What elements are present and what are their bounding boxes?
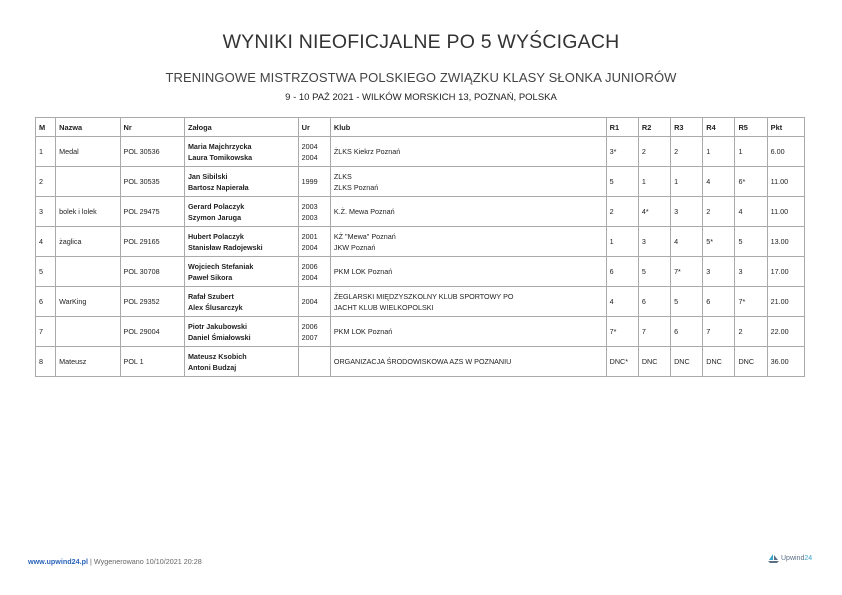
race-score: 6 [706,297,711,306]
race-score-cell [671,197,703,227]
table-row [36,287,805,317]
column-header: Nr [120,118,184,137]
race-score-cell [671,287,703,317]
birth-year: 2004 [301,141,318,151]
position-cell [36,257,56,287]
birth-year: 2004 [301,272,318,282]
race-score: 5* [706,237,714,246]
race-score: 5 [609,177,614,186]
race-score: 7 [706,327,711,336]
crew-cell [184,317,298,347]
column-header: R1 [606,118,638,137]
total-points: 21.00 [770,297,789,306]
club-name: ŻLKS Kiekrz Poznań [333,147,401,156]
table-row [36,317,805,347]
sail-number-cell [120,137,184,167]
results-table [35,117,805,377]
boat-name-cell [56,137,120,167]
race-score: 2 [706,207,711,216]
race-score: 7 [641,327,646,336]
race-score-cell [638,347,670,377]
points-cell [767,197,804,227]
column-header: Załoga [184,118,298,137]
race-score-cell [638,167,670,197]
points-cell [767,257,804,287]
race-score-cell [671,167,703,197]
position-cell [36,137,56,167]
race-score: 7* [674,267,681,276]
sail-number-cell [120,227,184,257]
crew-member: Maria Majchrzycka [187,141,252,151]
club-name: ZLKS [333,171,352,181]
sail-number: POL 29004 [123,327,160,336]
sail-number-cell [120,287,184,317]
crew-member: Wojciech Stefaniak [187,261,254,271]
crew-member: Bartosz Napierała [187,182,249,192]
race-score: 1 [609,237,614,246]
position-cell [36,197,56,227]
sail-number: POL 30536 [123,147,160,156]
race-score: 3 [674,207,679,216]
race-score: 4 [674,237,679,246]
crew-member: Laura Tomikowska [187,152,253,162]
crew-cell [184,227,298,257]
club-name: ŻEGLARSKI MIĘDZYSZKOLNY KLUB SPORTOWY PO [333,291,514,301]
race-score-cell [606,317,638,347]
position: 5 [39,267,43,276]
race-score-cell [638,137,670,167]
boat-name: bolek i lolek [59,207,97,216]
race-score-cell [606,137,638,167]
crew-member: Stanisław Radojewski [187,242,263,252]
race-score-cell [671,317,703,347]
race-score: 3 [706,267,711,276]
race-score: 6 [609,267,614,276]
event-name: TRENINGOWE MISTRZOSTWA POLSKIEGO ZWIĄZKU KLASY SŁONKA JUNIORÓW [165,70,677,85]
race-score-cell [606,257,638,287]
race-score: 3* [609,147,617,156]
race-score: 2 [674,147,679,156]
footer-site-link[interactable]: www.upwind24.pl [28,557,89,566]
sail-number: POL 29352 [123,297,160,306]
race-score-cell [735,137,767,167]
table-row [36,137,805,167]
table-row [36,227,805,257]
points-cell [767,287,804,317]
sail-number: POL 30708 [123,267,160,276]
total-points: 36.00 [770,357,789,366]
crew-member: Gerard Polaczyk [187,201,245,211]
crew-member: Rafał Szubert [187,291,234,301]
column-header: Pkt [767,118,804,137]
race-score: 6 [641,297,646,306]
race-score-cell [606,227,638,257]
race-score-cell [703,197,735,227]
race-score-cell [703,167,735,197]
club-name: KŻ "Mewa" Poznań [333,231,396,241]
club-cell [330,167,606,197]
race-score-cell [606,347,638,377]
upwind-logo [768,554,812,563]
table-row [36,197,805,227]
position: 7 [39,327,43,336]
crew-cell [184,287,298,317]
crew-member: Paweł Sikora [187,272,233,282]
column-header: R3 [671,118,703,137]
race-score-cell [638,317,670,347]
club-cell [330,317,606,347]
page-title: WYNIKI NIEOFICJALNE PO 5 WYŚCIGACH [222,31,620,53]
boat-name-cell [56,287,120,317]
column-header: R4 [703,118,735,137]
club-name: K.Ż. Mewa Poznań [333,207,395,216]
race-score-cell [606,197,638,227]
logo-text: Upwind [781,555,805,562]
race-score-cell [703,317,735,347]
race-score: 5 [641,267,646,276]
points-cell [767,137,804,167]
crew-member: Mateusz Ksobich [187,351,247,361]
crew-member: Szymon Jaruga [187,212,242,222]
total-points: 22.00 [770,327,789,336]
race-score-cell [703,257,735,287]
race-score-cell [638,197,670,227]
race-score-cell [671,227,703,257]
crew-cell [184,347,298,377]
club-cell [330,257,606,287]
race-score: 6 [674,327,679,336]
event-dates-location: 9 - 10 PAŹ 2021 - WILKÓW MORSKICH 13, POZNAŃ, POLSKA [285,92,557,103]
race-score: 3 [641,237,646,246]
crew-cell [184,137,298,167]
crew-member: Jan Sibilski [187,171,228,181]
race-score-cell [735,197,767,227]
race-score: 2 [641,147,646,156]
race-score: 3 [738,267,743,276]
footer-generated-text: | Wygenerowano 10/10/2021 20:28 [88,557,202,566]
crew-member: Antoni Budzaj [187,362,237,372]
crew-cell [184,167,298,197]
sail-number-cell [120,347,184,377]
birth-year-cell [298,167,330,197]
race-score: 6* [738,177,746,186]
race-score-cell [671,257,703,287]
crew-member: Hubert Polaczyk [187,231,244,241]
birth-year-cell [298,287,330,317]
boat-name-cell [56,197,120,227]
crew-member: Daniel Śmiałowski [187,332,251,342]
sail-number-cell [120,167,184,197]
race-score: 1 [738,147,743,156]
birth-year-cell [298,137,330,167]
birth-year-cell [298,197,330,227]
position: 1 [39,147,43,156]
sail-number: POL 29165 [123,237,160,246]
sail-number: POL 1 [123,357,144,366]
column-header: Ur [298,118,330,137]
club-name: JACHT KLUB WIELKOPOLSKI [333,302,434,312]
position: 8 [39,357,43,366]
position-cell [36,227,56,257]
race-score: 7* [738,297,746,306]
column-header: Klub [330,118,606,137]
race-score: 2 [738,327,743,336]
race-score: 5 [674,297,679,306]
boat-name: Mateusz [59,357,87,366]
race-score-cell [735,167,767,197]
race-score: 4 [738,207,743,216]
sail-number-cell [120,317,184,347]
crew-cell [184,197,298,227]
race-score: DNC [706,357,722,366]
birth-year: 2004 [301,152,318,162]
points-cell [767,317,804,347]
total-points: 11.00 [770,177,789,186]
club-name: ORGANIZACJA ŚRODOWISKOWA AZS W POZNANIU [333,357,512,366]
boat-name-cell [56,257,120,287]
sail-number: POL 29475 [123,207,160,216]
race-score: 4 [706,177,711,186]
club-name: JKW Poznań [333,242,376,252]
boat-name: WarKing [59,297,87,306]
logo-suffix: 24 [804,555,813,562]
club-cell [330,227,606,257]
race-score: 5 [738,237,743,246]
birth-year: 2007 [301,332,318,342]
points-cell [767,167,804,197]
race-score: 1 [674,177,679,186]
birth-year-cell [298,227,330,257]
club-name: ZLKS Poznań [333,182,379,192]
race-score: DNC* [609,357,629,366]
race-score: 4 [609,297,614,306]
birth-year: 2003 [301,212,318,222]
crew-cell [184,257,298,287]
club-cell [330,197,606,227]
footer [28,557,202,566]
race-score-cell [606,167,638,197]
points-cell [767,227,804,257]
table-row [36,347,805,377]
birth-year: 2006 [301,261,318,271]
race-score-cell [606,287,638,317]
table-header-row [36,118,805,137]
birth-year-cell [298,317,330,347]
club-cell [330,287,606,317]
table-row [36,257,805,287]
race-score-cell [638,257,670,287]
sail-number-cell [120,197,184,227]
race-score: 2 [609,207,614,216]
column-header: Nazwa [56,118,120,137]
total-points: 11.00 [770,207,789,216]
race-score-cell [735,317,767,347]
crew-member: Alex Ślusarczyk [187,302,243,312]
position: 3 [39,207,43,216]
race-score: 1 [706,147,711,156]
total-points: 6.00 [770,147,785,156]
position: 4 [39,237,43,246]
crew-member: Piotr Jakubowski [187,321,248,331]
birth-year: 2006 [301,321,318,331]
birth-year-cell [298,257,330,287]
race-score-cell [638,227,670,257]
race-score-cell [703,227,735,257]
total-points: 17.00 [770,267,789,276]
race-score-cell [735,287,767,317]
birth-year: 2001 [301,231,318,241]
race-score-cell [735,347,767,377]
position-cell [36,167,56,197]
race-score: 4* [641,207,649,216]
race-score-cell [735,257,767,287]
boat-name-cell [56,347,120,377]
birth-year: 1999 [301,177,318,186]
position-cell [36,287,56,317]
boat-name-cell [56,227,120,257]
race-score: DNC [738,357,755,366]
total-points: 13.00 [770,237,789,246]
birth-year: 2003 [301,201,318,211]
race-score-cell [735,227,767,257]
points-cell [767,347,804,377]
birth-year: 2004 [301,297,318,306]
sail-number-cell [120,257,184,287]
boat-name: Medal [59,147,79,156]
club-cell [330,137,606,167]
column-header: M [36,118,56,137]
race-score-cell [671,347,703,377]
race-score-cell [703,287,735,317]
club-cell [330,347,606,377]
position: 6 [39,297,43,306]
race-score: DNC [641,357,658,366]
birth-year: 2004 [301,242,318,252]
race-score-cell [703,347,735,377]
column-header: R5 [735,118,767,137]
boat-name-cell [56,317,120,347]
club-name: PKM LOK Poznań [333,327,393,336]
column-header: R2 [638,118,670,137]
boat-name-cell [56,167,120,197]
boat-name: żaglica [59,237,82,246]
race-score: DNC [674,357,690,366]
sail-number: POL 30535 [123,177,160,186]
race-score: 7* [609,327,617,336]
position-cell [36,347,56,377]
position: 2 [39,177,43,186]
race-score-cell [671,137,703,167]
birth-year-cell [298,347,330,377]
club-name: PKM LOK Poznań [333,267,393,276]
race-score-cell [703,137,735,167]
position-cell [36,317,56,347]
race-score: 1 [641,177,646,186]
sailboat-icon [768,554,779,563]
race-score-cell [638,287,670,317]
table-row [36,167,805,197]
